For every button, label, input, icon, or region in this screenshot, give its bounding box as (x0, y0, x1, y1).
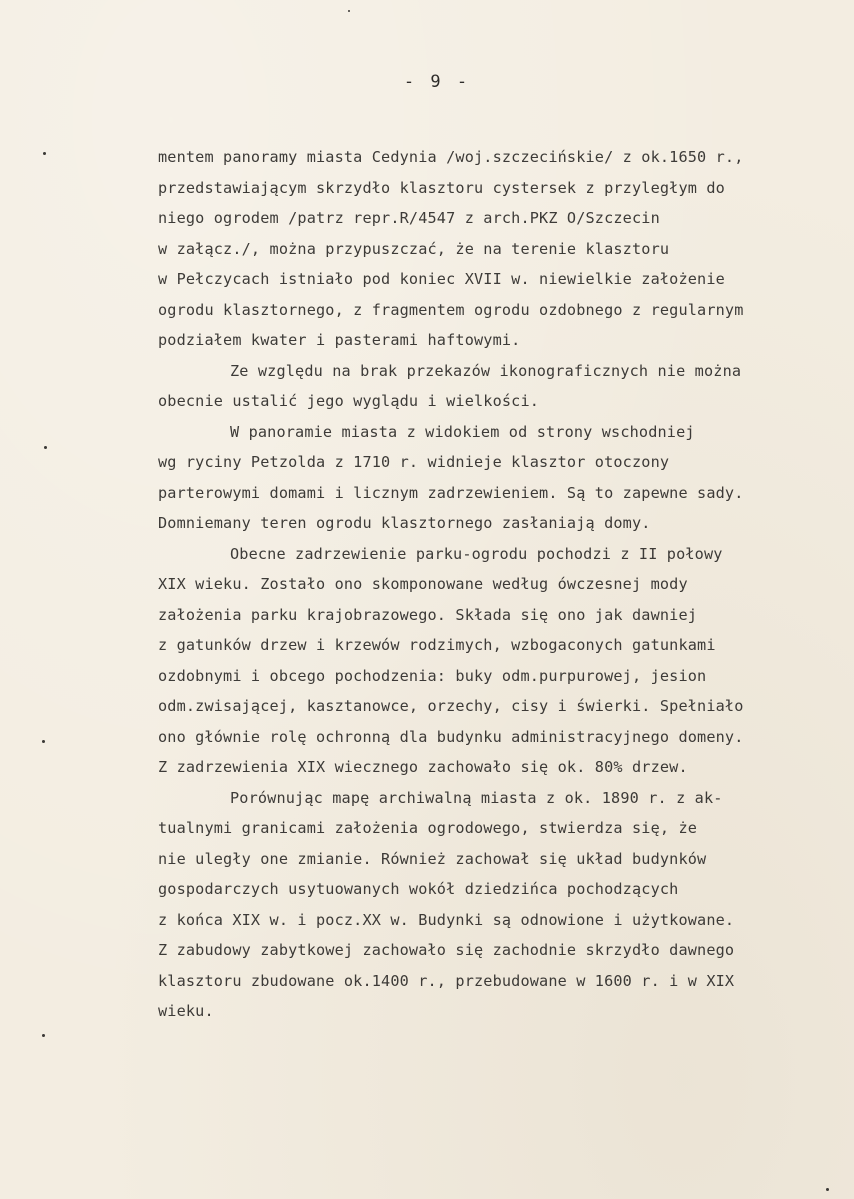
body-text (158, 142, 818, 1027)
scan-speck (826, 1188, 829, 1191)
text-line: z gatunków drzew i krzewów rodzimych, wzbogaconych gatunkami (158, 636, 716, 654)
text-line: Domniemany teren ogrodu klasztornego zasłaniają domy. (158, 514, 651, 532)
text-line: gospodarczych usytuowanych wokół dziedzińca pochodzących (158, 880, 679, 898)
text-line: ogrodu klasztornego, z fragmentem ogrodu ozdobnego z regularnym (158, 300, 744, 319)
text-line: nie uległy one zmianie. Również zachował się układ budynków (158, 849, 707, 868)
text-line: tualnymi granicami założenia ogrodowego, stwierdza się, że (158, 819, 698, 837)
text-line: z końca XIX w. i pocz.XX w. Budynki są odnowione i użytkowane. (158, 910, 735, 929)
text-line: odm.zwisającej, kasztanowce, orzechy, cisy i świerki. Spełniało (158, 697, 744, 715)
text-line: w załącz./, można przypuszczać, że na terenie klasztoru (158, 239, 670, 258)
paragraph-first-line: Obecne zadrzewienie parku-ogrodu pochodzi z II połowy (230, 544, 723, 563)
text-line: wg ryciny Petzolda z 1710 r. widnieje klasztor otoczony (158, 453, 670, 471)
text-line: wieku. (158, 1002, 214, 1020)
text-line: ozdobnymi i obcego pochodzenia: buky odm.purpurowej, jesion (158, 666, 707, 685)
text-line: XIX wieku. Zostało ono skomponowane według ówczesnej mody (158, 575, 688, 593)
scan-speck (44, 446, 47, 449)
page-number: - 9 - (403, 72, 471, 92)
text-line: niego ogrodem /patrz repr.R/4547 z arch.PKZ O/Szczecin (158, 209, 660, 227)
paragraph-first-line: Porównując mapę archiwalną miasta z ok. 1890 r. z ak- (230, 788, 723, 807)
text-line: podziałem kwater i pasterami haftowymi. (158, 331, 521, 349)
scan-speck (43, 152, 46, 155)
text-line: Z zadrzewienia XIX wiecznego zachowało się ok. 80% drzew. (158, 758, 688, 776)
scan-speck (348, 10, 350, 12)
text-line: mentem panoramy miasta Cedynia /woj.szczecińskie/ z ok.1650 r., (158, 148, 744, 166)
text-line: ono głównie rolę ochronną dla budynku administracyjnego domeny. (158, 727, 744, 746)
text-line: w Pełczycach istniało pod koniec XVII w. niewielkie założenie (158, 270, 725, 288)
text-line: przedstawiającym skrzydło klasztoru cystersek z przyległym do (158, 178, 725, 197)
text-line: parterowymi domami i licznym zadrzewieniem. Są to zapewne sady. (158, 483, 744, 502)
scan-speck (42, 740, 45, 743)
text-line: założenia parku krajobrazowego. Składa się ono jak dawniej (158, 605, 698, 624)
text-line: klasztoru zbudowane ok.1400 r., przebudowane w 1600 r. i w XIX (158, 971, 735, 990)
scan-speck (42, 1034, 45, 1037)
text-line: Z zabudowy zabytkowej zachowało się zachodnie skrzydło dawnego (158, 941, 735, 959)
paragraph-first-line: W panoramie miasta z widokiem od strony wschodniej (230, 422, 695, 441)
text-line: obecnie ustalić jego wyglądu i wielkości. (158, 392, 540, 410)
paragraph-first-line: Ze względu na brak przekazów ikonograficznych nie można (230, 361, 742, 380)
